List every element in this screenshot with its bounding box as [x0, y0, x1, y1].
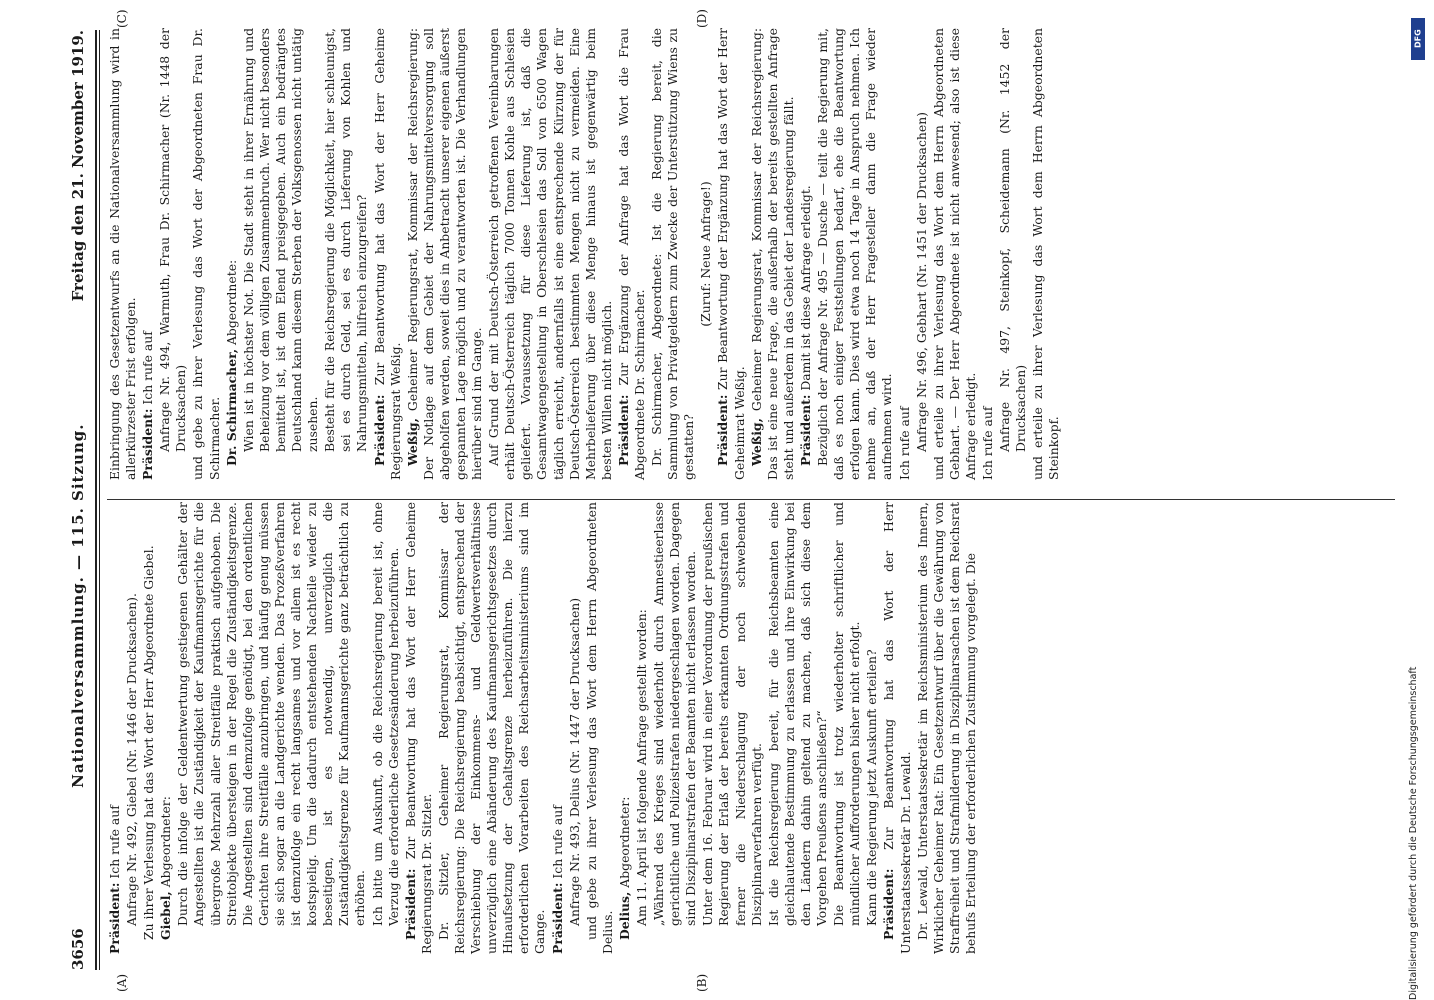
- paragraph: [616, 28, 648, 480]
- document-page: [55, 0, 1415, 1000]
- paragraph-text: und gebe zu ihrer Verlesung das Wort der Abgeordneten Frau Dr. Schirmacher.: [190, 28, 222, 480]
- speaker-name: Präsident:: [881, 868, 897, 940]
- column-divider: [107, 499, 1395, 500]
- paragraph: [651, 502, 699, 954]
- speaker-name: Präsident:: [402, 868, 418, 940]
- paragraph-text: Dr. Schirmacher, Abgeordnete: Ist die Regierung bereit, die Sammlung von Privatgeldern zum Zwecke der Unterstützung Wiens zu gestatten?: [649, 28, 697, 480]
- paragraph: [1030, 28, 1062, 480]
- paragraph-text: Einbringung des Gesetzentwurfs an die Nationalversammlung wird in allerkürzester Frist erfolgen.: [107, 28, 139, 480]
- speaker-name: Delius,: [616, 891, 632, 940]
- paragraph-text: und gebe zu ihrer Verlesung das Wort dem Herrn Abgeordneten Delius.: [583, 502, 615, 954]
- left-column: [107, 502, 980, 954]
- page-number: 3656: [69, 928, 87, 970]
- speaker-name: Giebel,: [158, 891, 174, 940]
- speaker-name: Präsident:: [371, 394, 387, 466]
- speaker-name: Präsident:: [615, 394, 631, 466]
- paragraph: [436, 502, 549, 954]
- paragraph: [700, 502, 764, 954]
- paragraph-text: Ich rufe auf: [979, 406, 995, 480]
- paragraph-text: Dr. Lewald, Unterstaatssekretär im Reichsministerium des Innern, Wirklicher Geheimer Rat: Ein Gesetzentwurf über die Gewährung von Straffreiheit und Strafmilderung in Disziplinarsachen ist dem Reichsrat behufs Erteilung der erforderlichen Zustimmung vorgelegt. Die: [914, 502, 978, 954]
- paragraph: [140, 28, 156, 480]
- speaker-name: Präsident:: [715, 394, 731, 466]
- paragraph-text: Zur Beantwortung hat das Wort der Herr Geheime Regierungsrat Dr. Sitzler.: [402, 502, 434, 954]
- paragraph-text: Zur Beantwortung hat das Wort der Herr Unterstaatssekretär Dr. Lewald.: [881, 502, 913, 954]
- speaker-name: Weßig,: [404, 418, 420, 466]
- margin-mark-c: (C): [115, 9, 129, 28]
- paragraph-text: Unter dem 16. Februar wird in einer Verordnung der preußischen Regierung der Erlaß der bereits erkannten Ordnungsstrafen und ferner die Niederschlagung der noch schwebenden Disziplinarverfahren verfügt.: [700, 502, 764, 926]
- paragraph: [980, 28, 996, 480]
- paragraph: [550, 502, 566, 954]
- paragraph-text: Besteht für die Reichsregierung die Möglichkeit, hier schleunigst, sei es durch Geld, sei es durch Lieferung von Kohlen und Nahrungsmitteln, hilfreich einzugreifen?: [322, 28, 370, 452]
- paragraph-text: und erteile zu ihrer Verlesung das Wort dem Herrn Abgeordneten Steinkopf.: [1030, 28, 1062, 480]
- paragraph: [107, 28, 139, 480]
- paragraph: [403, 502, 435, 954]
- margin-mark-d: (D): [695, 9, 709, 28]
- paragraph: [914, 28, 930, 480]
- paragraph: [224, 28, 240, 480]
- digitization-notice: Digitalisierung gefördert durch die Deutsche Forschungsgemeinschaft: [1408, 666, 1419, 1000]
- paragraph-text: Ich bitte um Auskunft, ob die Reichsregierung bereit ist, ohne Verzug die erforderliche Gesetzesänderung herbeizuführen.: [369, 502, 401, 926]
- paragraph: [372, 28, 404, 480]
- paragraph-text: Anfrage Nr. 496, Gebhart (Nr. 1451 der Drucksachen): [913, 111, 929, 452]
- speaker-name: Präsident:: [140, 408, 156, 480]
- paragraph: [584, 502, 616, 954]
- paragraph-text: Geheimer Regierungsrat, Kommissar der Reichsregierung: Das ist eine neue Frage, die außerhalb der bereits gestellten Anfrage steht und außerdem in das Gebiet der Landesregierung fällt.: [748, 28, 796, 480]
- paragraph-text: Ich rufe auf: [140, 331, 156, 409]
- paragraph: [715, 28, 747, 480]
- speaker-name: Präsident:: [797, 394, 813, 466]
- paragraph: [370, 502, 402, 954]
- paragraph-text: Anfrage Nr. 494, Warmuth, Frau Dr. Schirmacher (Nr. 1448 der Drucksachen): [157, 28, 189, 452]
- paragraph: [997, 28, 1029, 480]
- paragraph-text: Ist die Reichsregierung bereit, für die Reichsbeamten eine gleichlautende Bestimmung zu erlassen und ihre Einwirkung bei den Ländern dahin geltend zu machen, daß sich diese dem Vorgehen Preußens anschließen?“: [765, 502, 830, 926]
- paragraph-text: Anfrage Nr. 492, Giebel (Nr. 1446 der Drucksachen).: [124, 593, 140, 926]
- paragraph-text: Zu ihrer Verlesung hat das Wort der Herr Abgeordnete Giebel.: [141, 545, 157, 940]
- session-title: Nationalversammlung. — 115. Sitzung.: [69, 423, 87, 788]
- paragraph: [634, 502, 650, 954]
- paragraph: [141, 502, 157, 954]
- paragraph-text: Ich rufe auf: [896, 406, 912, 480]
- paragraph-text: Auf Grund der mit Deutsch-Österreich getroffenen Vereinbarungen erhält Deutsch-Österreich täglich 7000 Tonnen Kohle aus Schlesien geliefert. Voraussetzung für diese Lieferung ist, daß die Gesamtwagengestellung in Oberschlesien das Soll von 6500 Wagen täglich erreicht, andernfalls ist eine entsprechende Kürzung der für Deutsch-Österreich bestimmten Mengen nicht zu vermeiden. Eine Mehrbelieferung über diese Menge hinaus ist gegenwärtig beim besten Willen nicht möglich.: [486, 28, 614, 480]
- paragraph-text: Anfrage Nr. 493, Delius (Nr. 1447 der Drucksachen): [566, 597, 582, 926]
- paragraph: [405, 28, 485, 480]
- paragraph: [107, 502, 123, 954]
- paragraph-text: Anfrage Nr. 497, Steinkopf, Scheidemann (Nr. 1452 der Drucksachen): [997, 28, 1029, 452]
- header-rule-thin: [99, 30, 100, 970]
- paragraph: [815, 28, 895, 480]
- session-date: Freitag den 21. November 1919.: [69, 30, 87, 302]
- paragraph: [915, 502, 979, 954]
- paragraph: [897, 28, 913, 480]
- paragraph: [798, 28, 814, 480]
- paragraph-text: Zur Beantwortung der Ergänzung hat das Wort der Herr Geheimrat Weßig.: [715, 28, 747, 480]
- paragraph: [158, 502, 174, 954]
- paragraph-text: Zur Ergänzung der Anfrage hat das Wort die Frau Abgeordnete Dr. Schirmacher.: [615, 28, 647, 480]
- paragraph-text: Wien ist in höchster Not. Die Stadt steht in ihrer Ernährung und Beheizung vor dem völligen Zusammenbruch. Wer nicht besonders bemittelt ist, ist dem Elend preisgegeben. Auch ein bedrängtes Deutschland kann diesem Sterben der Volksgenossen nicht untätig zusehen.: [240, 28, 321, 452]
- paragraph: [486, 28, 615, 480]
- speaker-name: Dr. Schirmacher,: [223, 348, 239, 466]
- paragraph: [931, 28, 979, 480]
- paragraph: [649, 28, 697, 480]
- dfg-logo: DFG: [1411, 18, 1425, 60]
- paragraph-text: Geheimer Regierungsrat, Kommissar der Reichsregierung: Der Notlage auf dem Gebiet der Nahrungsmittelversorgung soll abgeholfen werden, soweit dies in Anbetracht unserer eigenen äußerst gespannten Lage möglich und zu verantworten ist. Die Verhandlungen hierüber sind im Gange.: [404, 28, 485, 480]
- paragraph-text: Damit ist diese Anfrage erledigt.: [797, 185, 813, 395]
- speaker-name: Präsident:: [107, 882, 122, 954]
- paragraph-text: Am 11. April ist folgende Anfrage gestellt worden:: [634, 609, 649, 926]
- paragraph: [175, 502, 368, 954]
- paragraph-text: Zur Beantwortung hat das Wort der Herr Geheime Regierungsrat Weßig.: [371, 28, 403, 480]
- margin-mark-b: (B): [695, 973, 709, 992]
- header-rule: [95, 30, 97, 970]
- paragraph-text: Durch die infolge der Geldentwertung gestiegenen Gehälter der Angestellten ist die Zuständigkeit der Kaufmannsgerichte für die übergroße Mehrzahl aller Streitfälle praktisch aufgehoben. Die Streitobjekte übersteigen in der Regel die Zuständigkeitsgrenze. Die Angestellten sind demzufolge genötigt, bei den ordentlichen Gerichten ihre Streitfälle anzubringen, und häufig genug müssen sie sich sogar an die Landgerichte wenden. Das Prozeßverfahren ist demzufolge ein recht langsames und vor allem ist es recht kostspielig. Um die dadurch entstehenden Nachteile wieder zu beseitigen, ist es notwendig, unverzüglich die Zuständigkeitsgrenze für Kaufmannsgerichte ganz beträchtlich zu erhöhen.: [175, 502, 368, 926]
- paragraph: [190, 28, 222, 480]
- paragraph: [241, 28, 321, 480]
- paragraph-text: Ich rufe auf: [107, 805, 122, 883]
- speaker-name: Präsident:: [549, 882, 565, 954]
- paragraph: [322, 28, 370, 480]
- paragraph: [157, 28, 189, 480]
- paragraph-text: Kann die Regierung jetzt Auskunft erteilen?: [864, 649, 880, 926]
- paragraph-text: Bezüglich der Anfrage Nr. 495 — Dusche — teilt die Regierung mit, daß es noch einiger Feststellungen bedarf, ehe die Beantwortung erfolgen kann. Dies wird etwa noch 14 Tage in Anspruch nehmen. Ich nehme an, daß der Herr Fragesteller dann die Frage wieder aufnehmen wird.: [815, 28, 895, 480]
- paragraph-text: Abgeordneter:: [616, 796, 632, 892]
- paragraph-text: (Zuruf: Neue Anfrage!): [698, 181, 714, 327]
- paragraph-text: und erteile zu ihrer Verlesung das Wort dem Herrn Abgeordneten Gebhart. — Der Herr Abgeordnete ist nicht anwesend; also ist diese Anfrage erledigt.: [930, 28, 978, 480]
- paragraph: [749, 28, 797, 480]
- paragraph: [864, 502, 880, 954]
- paragraph: [831, 502, 863, 954]
- paragraph: [698, 28, 714, 480]
- paragraph: [567, 502, 583, 954]
- paragraph: [766, 502, 830, 954]
- paragraph: [124, 502, 140, 954]
- margin-mark-a: (A): [115, 973, 129, 992]
- paragraph: [881, 502, 913, 954]
- paragraph-text: Die Beantwortung ist trotz wiederholter schriftlicher und mündlicher Aufforderungen bisher nicht erfolgt.: [831, 502, 863, 926]
- page-header: [63, 30, 93, 970]
- right-column: [107, 28, 1063, 480]
- paragraph-text: Abgeordnete:: [223, 259, 239, 349]
- digitization-strip: [1408, 10, 1430, 1000]
- paragraph-text: Ich rufe auf: [549, 805, 565, 883]
- paragraph: [617, 502, 633, 954]
- paragraph-text: Abgeordneter:: [158, 796, 174, 892]
- paragraph-text: „Während des Krieges sind wiederholt durch Amnestieerlasse gerichtliche und Polizeistrafen niedergeschlagen worden. Dagegen sind Disziplinarstrafen der Beamten nicht erlassen worden.: [651, 502, 699, 926]
- paragraph-text: Dr. Sitzler, Geheimer Regierungsrat, Kommissar der Reichsregierung: Die Reichsregierung beabsichtigt, entsprechend der Verschiebung der Einkommens- und Geldwertsverhältnisse unverzüglich eine Abänderung des Kaufmannsgerichtsgesetzes durch Hinaufsetzung der Gehaltsgrenze herbeizuführen. Die hierzu erforderlichen Vorarbeiten des Reichsarbeitsministeriums sind im Gange.: [435, 502, 548, 954]
- speaker-name: Weßig,: [748, 418, 764, 466]
